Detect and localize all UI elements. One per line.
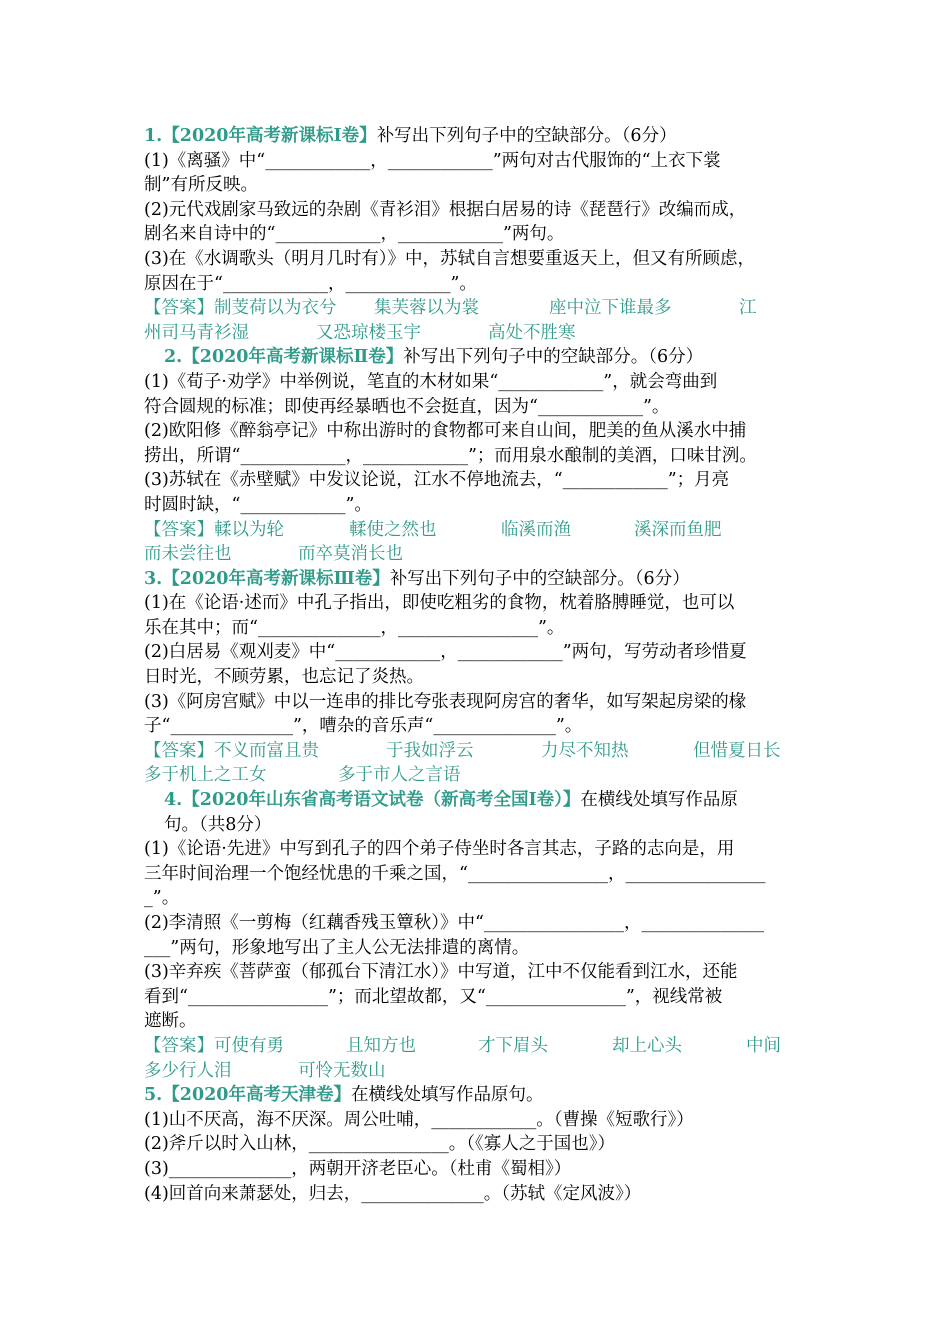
q1-answer-3: 座中泣下谁最多 [549,298,672,319]
q1-answer-2: 集芙蓉以为裳 [374,298,479,319]
q2-answer-line-2 [144,542,824,567]
q2-answer-2: 輮使之然也 [349,519,437,540]
q2-heading [144,345,824,370]
q4-heading [144,788,824,813]
q4-line-7: 看到“________________”；而北望故都，又“________________”，视线常被 [144,986,723,1007]
q3-answer-1: 不义而富且贵 [214,740,319,761]
q3-number: 3. [144,568,163,589]
q5-line-4: (4)回首向来萧瑟处，归去，______________。（苏轼《定风波》） [144,1183,642,1204]
q4-answer-6: 多少行人泪 [144,1060,232,1081]
q2-answer-6: 而卒莫消长也 [298,544,403,565]
q5-line-2: (2)斧斤以时入山林，________________。（《寡人之于国也》） [144,1134,616,1155]
q1-stem: 补写出下列句子中的空缺部分。（6分） [376,126,677,146]
q1-answer-5: 州司马青衫湿 [144,322,249,343]
q3-line-4: 日时光，不顾劳累，也忘记了炎热。 [144,667,424,688]
q2-answer-label: 【答案】 [144,519,214,540]
q2-answer-5: 而未尝往也 [144,544,232,565]
q4-source: 【2020年山东省高考语文试卷（新高考全国Ⅰ卷）】 [182,790,581,811]
q2-source: 【2020年高考新课标Ⅱ卷】 [182,347,404,368]
q5-line-1: (1)山不厌高，海不厌深。周公吐哺，____________。（曹操《短歌行》） [144,1109,694,1130]
q4-line-2: 三年时间治理一个饱经忧患的千乘之国，“________________，________________ [144,863,766,884]
q3-source: 【2020年高考新课标Ⅲ卷】 [162,568,390,589]
q3-answer-4: 但惜夏日长 [693,740,781,761]
q1-answer-7: 高处不胜寒 [488,322,576,343]
q4-line-4: (2)李清照《一剪梅（红藕香残玉簟秋）》中“________________，______________ [144,913,764,933]
q1-answer-6: 又恐琼楼玉宇 [316,322,421,343]
q3-line-5: (3)《阿房宫赋》中以一连串的排比夸张表现阿房宫的奢华，如写架起房梁的椽 [144,691,747,712]
q2-line-5: (3)苏轼在《赤壁赋》中发议论说，江水不停地流去，“____________”；月亮 [144,470,730,491]
q1-line-2: 制”有所反映。 [144,175,258,196]
q4-line-1: (1)《论语·先进》中写到孔子的四个弟子侍坐时各言其志，子路的志向是，用 [144,839,735,860]
q1-line-3: (2)元代戏剧家马致远的杂剧《青衫泪》根据白居易的诗《琵琶行》改编而成， [144,199,747,220]
q1-answer-line-1 [144,296,824,321]
q2-line-2: 符合圆规的标准；即使再经暴晒也不会挺直，因为“____________”。 [144,396,670,417]
q4-answer-line-2 [144,1059,824,1084]
q3-answer-line-1 [144,739,824,764]
q2-answer-1: 輮以为轮 [214,519,284,540]
q3-answer-6: 多于市人之言语 [338,765,461,786]
q1-answer-4: 江 [739,298,757,319]
q4-number: 4. [164,790,183,811]
q4-answer-7: 可怜无数山 [298,1060,386,1081]
q3-answer-label: 【答案】 [144,740,214,761]
q2-answer-4: 溪深而鱼肥 [634,519,722,540]
q1-heading [144,124,824,149]
q2-line-1: (1)《荀子·劝学》中举例说，笔直的木材如果“____________”，就会弯曲到 [144,371,718,392]
q2-line-3: (2)欧阳修《醉翁亭记》中称出游时的食物都可来自山间，肥美的鱼从溪水中捕 [144,421,747,442]
q2-line-4: 捞出，所谓“____________，____________”；而用泉水酿制的美酒，口味甘洌。 [144,445,757,466]
q4-answer-3: 才下眉头 [478,1035,548,1056]
q3-line-1: (1)在《论语·述而》中孔子指出，即使吃粗劣的食物，枕着胳膊睡觉，也可以 [144,593,735,614]
q3-answer-5: 多于机上之工女 [144,765,267,786]
q4-line-3: _”。 [144,888,180,909]
q3-heading [144,567,824,592]
q5-heading [144,1083,824,1108]
q4-answer-line-1 [144,1034,824,1059]
q4-line-5: ___”两句，形象地写出了主人公无法排遣的离情。 [144,937,530,958]
q4-answer-4: 却上心头 [612,1035,682,1056]
q1-line-5: (3)在《水调歌头（明月几时有）》中，苏轼自言想要重返天上，但又有所顾虑， [144,248,756,269]
q4-answer-2: 且知方也 [346,1035,416,1056]
q5-stem: 在横线处填写作品原句。 [351,1085,544,1106]
q3-answer-2: 于我如浮云 [386,740,474,761]
q4-line-8: 遮断。 [144,1011,197,1032]
q2-answer-line-1 [144,518,824,543]
q4-line-6: (3)辛弃疾《菩萨蛮（郁孤台下清江水）》中写道，江中不仅能看到江水，还能 [144,962,738,983]
q1-line-6: 原因在于“____________，____________”。 [144,273,477,294]
q3-stem: 补写出下列句子中的空缺部分。（6分） [389,568,690,589]
q3-answer-line-2 [144,763,824,788]
q3-line-3: (2)白居易《观刈麦》中“____________，____________”两句，写劳动者珍惜夏 [144,642,747,663]
q2-line-6: 时圆时缺，“____________”。 [144,494,372,515]
q2-number: 2. [164,347,183,368]
q4-stem-cont: 句。（共8分） [164,814,272,835]
document-page [144,124,824,1206]
q1-source: 【2020年高考新课标Ⅰ卷】 [162,126,377,146]
q1-answer-line-2 [144,321,824,346]
q1-line-1: (1)《离骚》中“____________，____________”两句对古代服饰的“上衣下裳 [144,150,721,171]
q5-line-3: (3)______________，两朝开济老臣心。（杜甫《蜀相》） [144,1158,572,1179]
q3-line-6: 子“______________”，嘈杂的音乐声“______________”。 [144,716,583,737]
q5-number: 5. [144,1085,163,1106]
q1-answer-1: 制芰荷以为衣兮 [214,298,337,319]
q2-answer-3: 临溪而渔 [501,519,571,540]
q2-stem: 补写出下列句子中的空缺部分。（6分） [403,347,704,368]
q1-line-4: 剧名来自诗中的“____________，____________”两句。 [144,224,565,245]
q1-number: 1. [144,126,163,146]
q3-line-2: 乐在其中；而“______________，________________”。 [144,617,565,638]
q3-answer-3: 力尽不知热 [541,740,629,761]
q5-source: 【2020年高考天津卷】 [162,1085,351,1106]
q1-answer-label: 【答案】 [144,298,214,319]
q4-stem: 在横线处填写作品原 [580,790,738,811]
q4-answer-label: 【答案】 [144,1035,214,1056]
q4-answer-5: 中间 [746,1035,781,1056]
q4-answer-1: 可使有勇 [214,1035,284,1056]
